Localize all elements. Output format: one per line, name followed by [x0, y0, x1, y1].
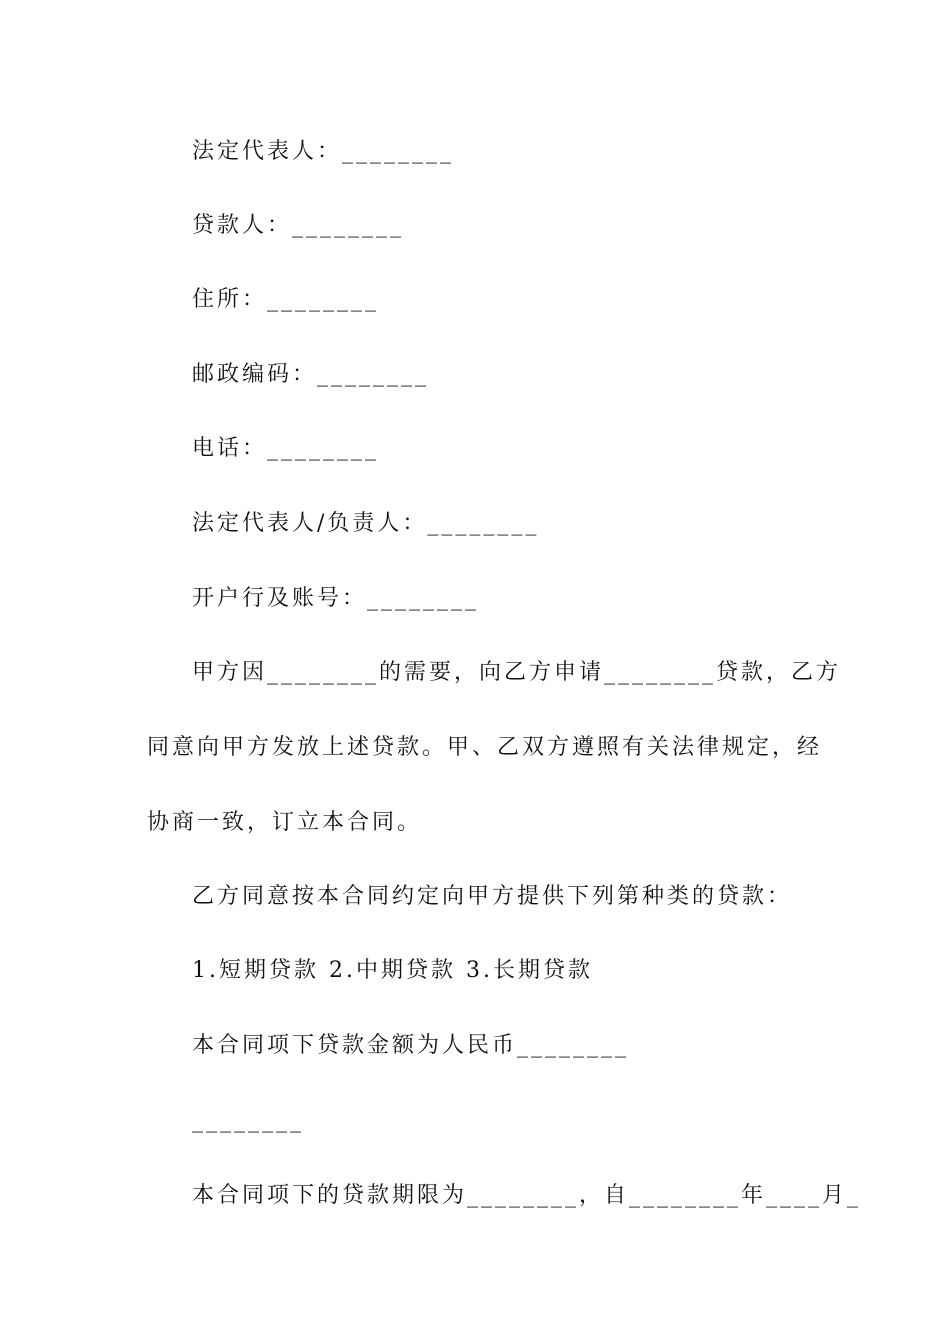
postal-code-line: 邮政编码：________	[192, 362, 430, 387]
legal-representative-responsible-line: 法定代表人/负责人：________	[192, 511, 540, 536]
loan-type-options-line: 1.短期贷款 2.中期贷款 3.长期贷款	[192, 958, 593, 983]
loan-type-intro-line: 乙方同意按本合同约定向甲方提供下列第种类的贷款：	[192, 884, 793, 909]
phone-line: 电话：________	[192, 436, 380, 461]
paragraph-1-line-3: 协商一致，订立本合同。	[147, 810, 423, 835]
loan-amount-continuation-line: ________	[192, 1108, 304, 1133]
paragraph-1-line-1: 甲方因________的需要，向乙方申请________贷款，乙方	[192, 660, 842, 685]
loan-amount-line: 本合同项下贷款金额为人民币________	[192, 1033, 630, 1058]
lender-line: 贷款人：________	[192, 213, 405, 238]
paragraph-1-line-2: 同意向甲方发放上述贷款。甲、乙双方遵照有关法律规定，经	[147, 735, 823, 760]
bank-account-line: 开户行及账号：________	[192, 586, 480, 611]
address-line: 住所：________	[192, 287, 380, 312]
loan-term-line: 本合同项下的贷款期限为________，自________年____月_	[192, 1183, 862, 1208]
legal-representative-line: 法定代表人：________	[192, 139, 455, 164]
